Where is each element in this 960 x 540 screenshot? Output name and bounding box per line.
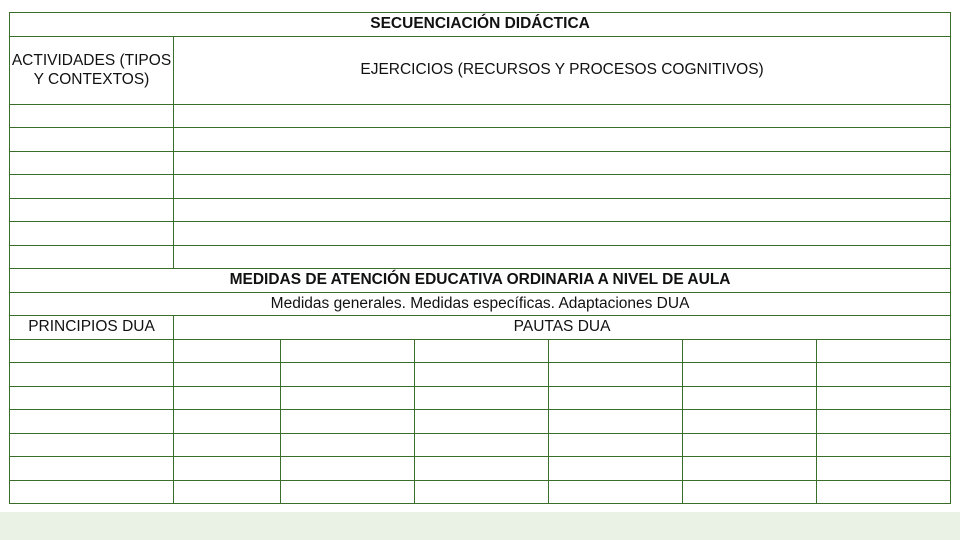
- guideline-cell[interactable]: [415, 457, 549, 481]
- guideline-cell[interactable]: [683, 363, 817, 387]
- activity-cell[interactable]: [10, 175, 174, 199]
- table-row: [10, 198, 951, 222]
- title-row: [10, 13, 951, 37]
- guideline-cell[interactable]: [174, 410, 281, 434]
- table-row: [10, 410, 951, 434]
- exercise-cell[interactable]: [174, 104, 951, 128]
- header-row: [10, 36, 951, 104]
- activities-header: ACTIVIDADES (TIPOS Y CONTEXTOS): [10, 36, 174, 104]
- guideline-cell[interactable]: [817, 339, 951, 363]
- guideline-cell[interactable]: [549, 339, 683, 363]
- table-row: [10, 433, 951, 457]
- table-row: [10, 363, 951, 387]
- guideline-cell[interactable]: [174, 480, 281, 504]
- table-row: [10, 175, 951, 199]
- principle-cell[interactable]: [10, 433, 174, 457]
- exercise-cell[interactable]: [174, 222, 951, 246]
- guideline-cell[interactable]: [549, 386, 683, 410]
- guideline-cell[interactable]: [281, 386, 415, 410]
- guideline-cell[interactable]: [817, 480, 951, 504]
- table-row: [10, 339, 951, 363]
- guideline-cell[interactable]: [174, 363, 281, 387]
- didactic-sequence-table: [9, 12, 951, 504]
- guideline-cell[interactable]: [683, 410, 817, 434]
- principle-cell[interactable]: [10, 386, 174, 410]
- activity-cell[interactable]: [10, 151, 174, 175]
- exercise-cell[interactable]: [174, 198, 951, 222]
- guideline-cell[interactable]: [415, 433, 549, 457]
- table-title: SECUENCIACIÓN DIDÁCTICA: [10, 13, 951, 37]
- activity-cell[interactable]: [10, 245, 174, 269]
- activity-cell[interactable]: [10, 198, 174, 222]
- guideline-cell[interactable]: [683, 457, 817, 481]
- principle-cell[interactable]: [10, 339, 174, 363]
- guideline-cell[interactable]: [281, 363, 415, 387]
- table-row: [10, 151, 951, 175]
- guidelines-header: PAUTAS DUA: [174, 316, 951, 340]
- guideline-cell[interactable]: [174, 433, 281, 457]
- principle-cell[interactable]: [10, 480, 174, 504]
- table-row: [10, 128, 951, 152]
- table-row: [10, 245, 951, 269]
- activity-cell[interactable]: [10, 104, 174, 128]
- guideline-cell[interactable]: [817, 386, 951, 410]
- guideline-cell[interactable]: [549, 363, 683, 387]
- exercise-cell[interactable]: [174, 151, 951, 175]
- guideline-cell[interactable]: [683, 480, 817, 504]
- table-row: [10, 480, 951, 504]
- guideline-cell[interactable]: [415, 480, 549, 504]
- principle-cell[interactable]: [10, 410, 174, 434]
- guideline-cell[interactable]: [549, 433, 683, 457]
- measures-title-row: [10, 269, 951, 293]
- guideline-cell[interactable]: [549, 457, 683, 481]
- guideline-cell[interactable]: [817, 433, 951, 457]
- exercises-header: EJERCICIOS (RECURSOS Y PROCESOS COGNITIVOS): [174, 36, 951, 104]
- guideline-cell[interactable]: [817, 363, 951, 387]
- guideline-cell[interactable]: [415, 386, 549, 410]
- guideline-cell[interactable]: [683, 339, 817, 363]
- guideline-cell[interactable]: [549, 410, 683, 434]
- table-row: [10, 386, 951, 410]
- table-row: [10, 457, 951, 481]
- principles-header: PRINCIPIOS DUA: [10, 316, 174, 340]
- guideline-cell[interactable]: [281, 410, 415, 434]
- measures-subtitle-row: [10, 292, 951, 316]
- activity-cell[interactable]: [10, 128, 174, 152]
- guideline-cell[interactable]: [817, 457, 951, 481]
- dua-header-row: [10, 316, 951, 340]
- guideline-cell[interactable]: [281, 339, 415, 363]
- exercise-cell[interactable]: [174, 245, 951, 269]
- guideline-cell[interactable]: [281, 480, 415, 504]
- table-row: [10, 104, 951, 128]
- guideline-cell[interactable]: [174, 386, 281, 410]
- guideline-cell[interactable]: [281, 457, 415, 481]
- guideline-cell[interactable]: [683, 386, 817, 410]
- guideline-cell[interactable]: [817, 410, 951, 434]
- guideline-cell[interactable]: [415, 363, 549, 387]
- guideline-cell[interactable]: [683, 433, 817, 457]
- guideline-cell[interactable]: [281, 433, 415, 457]
- principle-cell[interactable]: [10, 363, 174, 387]
- exercise-cell[interactable]: [174, 128, 951, 152]
- guideline-cell[interactable]: [174, 339, 281, 363]
- guideline-cell[interactable]: [549, 480, 683, 504]
- guideline-cell[interactable]: [415, 410, 549, 434]
- table-row: [10, 222, 951, 246]
- guideline-cell[interactable]: [174, 457, 281, 481]
- guideline-cell[interactable]: [415, 339, 549, 363]
- measures-subtitle: Medidas generales. Medidas específicas. Adaptaciones DUA: [10, 292, 951, 316]
- activity-cell[interactable]: [10, 222, 174, 246]
- exercise-cell[interactable]: [174, 175, 951, 199]
- principle-cell[interactable]: [10, 457, 174, 481]
- measures-title: MEDIDAS DE ATENCIÓN EDUCATIVA ORDINARIA A NIVEL DE AULA: [10, 269, 951, 293]
